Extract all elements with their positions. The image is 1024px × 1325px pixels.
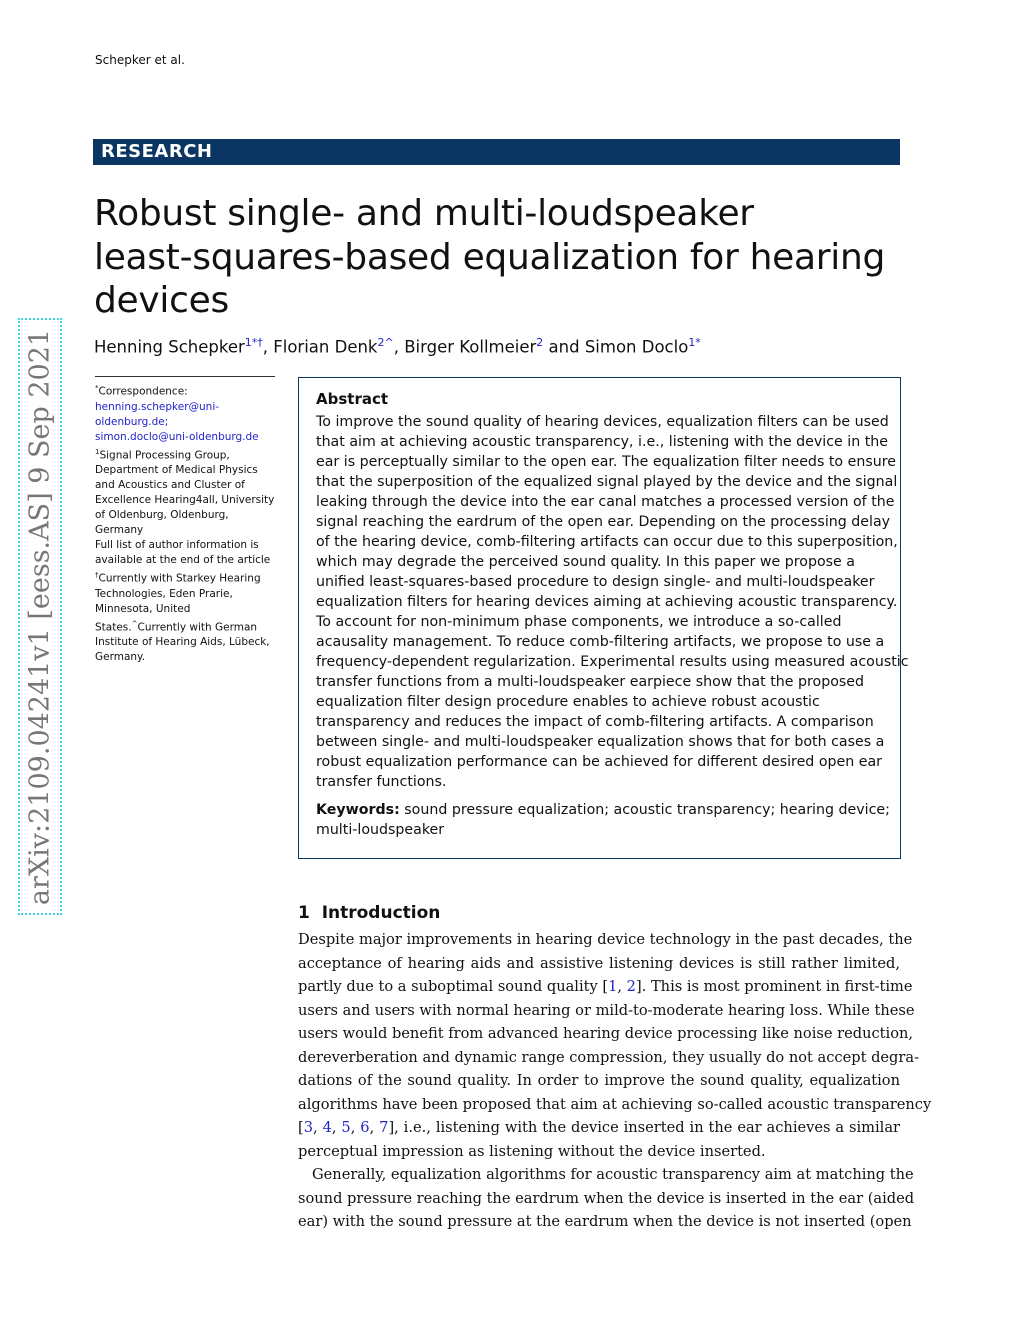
- abstract-line: leaking through the device into the ear canal matches a processed version of the: [316, 494, 895, 510]
- note-text: Currently with German: [137, 621, 258, 633]
- abstract-line: transparency and reduces the impact of comb-filtering artifacts. A comparison: [316, 714, 874, 730]
- body-line: perceptual impression as listening without the device inserted.: [298, 1142, 766, 1160]
- note-text: Germany: [95, 524, 144, 536]
- affiliation-dagger: [95, 568, 275, 617]
- author-separator: and: [543, 337, 585, 357]
- abstract-line: that the superposition of the equalized signal played by the device and the signal: [316, 474, 898, 490]
- footnote-mark: *: [95, 384, 99, 392]
- body-line: ear) with the sound pressure at the eardrum when the device is not inserted (open: [298, 1213, 912, 1230]
- note-line: [95, 508, 275, 523]
- abstract-line: which may degrade the perceived sound quality. In this paper we propose a: [316, 554, 855, 570]
- abstract-line: To account for non-minimum phase components, we introduce a so-called: [316, 614, 842, 630]
- body-line: Despite major improvements in hearing device technology in the past decades, the: [298, 931, 913, 948]
- abstract-heading: Abstract: [316, 390, 389, 408]
- author-affiliation-mark: 2^: [377, 336, 394, 349]
- body-line: users and users with normal hearing or mild-to-moderate hearing loss. While these: [298, 1001, 915, 1019]
- author-separator: ,: [393, 337, 405, 357]
- section-heading: 1 Introduction: [298, 903, 441, 923]
- body-line: sound pressure reaching the eardrum when the device is inserted in the ear (aided: [298, 1189, 915, 1207]
- keywords-text: sound pressure equalization; acoustic transparency; hearing device;: [404, 802, 890, 818]
- abstract-line: acausality management. To reduce comb-filtering artifacts, we propose to use a: [316, 634, 885, 650]
- note-text: Excellence Hearing4all, University: [95, 494, 275, 506]
- author-affiliation-mark: 1*†: [244, 336, 263, 349]
- note-line: [95, 478, 275, 493]
- note-text: of Oldenburg, Oldenburg,: [95, 509, 229, 521]
- note-text: Minnesota, United: [95, 602, 191, 615]
- body-line: users would benefit from advanced hearing device processing like noise reduction,: [298, 1025, 914, 1042]
- body-line: dereverberation and dynamic range compression, they usually do not accept degra-: [298, 1048, 920, 1066]
- footnote-mark: †: [95, 571, 99, 579]
- abstract-line: unified least-squares-based procedure to design single- and multi-loudspeaker: [316, 574, 875, 590]
- abstract-line: ear is perceptually similar to the open ear. The equalization filter needs to ensure: [316, 454, 896, 470]
- citation-link[interactable]: 6: [360, 1119, 370, 1136]
- correspondence-label: Correspondence:: [98, 385, 188, 398]
- body-line: Generally, equalization algorithms for acoustic transparency aim at matching the: [312, 1166, 914, 1183]
- abstract-line: robust equalization performance can be achieved for different desired open ear: [316, 754, 882, 770]
- full-author-info-note: [95, 538, 275, 568]
- author-name: Florian Denk: [273, 337, 378, 357]
- note-line: [95, 523, 275, 538]
- body-line: algorithms have been proposed that aim at achieving so-called acoustic transparency: [298, 1095, 932, 1113]
- citation-link[interactable]: 2: [626, 978, 636, 995]
- arxiv-stamp: [18, 318, 62, 915]
- abstract-line: equalization filters for hearing devices aiming at achieving acoustic transparency.: [316, 594, 898, 610]
- abstract-line: equalization filter design procedure enables to achieve robust acoustic: [316, 694, 820, 710]
- note-line: [95, 602, 275, 617]
- abstract-line: between single- and multi-loudspeaker equalization shows that for both cases a: [316, 734, 885, 750]
- body-line: acceptance of hearing aids and assistive listening devices is still rather limited,: [298, 954, 900, 972]
- abstract-line: To improve the sound quality of hearing devices, equalization filters can be used: [316, 414, 889, 430]
- abstract-line: transfer functions from a multi-loudspeaker earpiece show that the proposed: [316, 674, 865, 690]
- author-separator: ,: [262, 337, 274, 357]
- affiliation-hat: [95, 635, 275, 665]
- email-link[interactable]: simon.doclo@uni-oldenburg.de: [95, 430, 259, 443]
- author-affiliation-mark: 2: [536, 336, 544, 349]
- abstract-text: [316, 412, 909, 792]
- running-head: Schepker et al.: [95, 53, 185, 67]
- author-affiliation-mark: 1*: [688, 336, 701, 349]
- abstract-box: [298, 377, 909, 859]
- note-text: Signal Processing Group,: [99, 449, 230, 461]
- affiliation-sidebar: [95, 376, 275, 665]
- keywords: [316, 800, 890, 820]
- title-line: least-squares-based equalization for hearing: [94, 236, 886, 278]
- citation-link[interactable]: 1: [608, 978, 618, 995]
- note-text: States.: [95, 621, 132, 633]
- author-name: Henning Schepker: [94, 337, 245, 357]
- paper-title: [94, 192, 885, 323]
- citation-link[interactable]: 4: [322, 1119, 332, 1136]
- note-line: [95, 587, 275, 602]
- citation-link[interactable]: 5: [341, 1119, 351, 1136]
- abstract-line: of the hearing device, comb-filtering artifacts can occur due to this superposition,: [316, 534, 898, 550]
- note-text: Department of Medical Physics: [95, 464, 258, 476]
- abstract-line: signal reaching the eardrum of the open ear. Depending on the processing delay: [316, 514, 891, 530]
- author-name: Simon Doclo: [584, 337, 689, 357]
- citation-link[interactable]: 7: [379, 1119, 389, 1136]
- introduction-body: [298, 928, 932, 1234]
- note-line: Full list of author information is: [95, 539, 259, 551]
- keywords-label: Keywords:: [316, 802, 400, 818]
- note-text: Currently with Starkey Hearing: [98, 572, 261, 585]
- email-link[interactable]: henning.schepker@uni-oldenburg.de;: [95, 400, 220, 428]
- footnote-mark: 1: [95, 447, 100, 456]
- affiliation-1: [95, 445, 275, 539]
- research-banner: RESEARCH: [93, 139, 900, 165]
- keywords-text: multi-loudspeaker: [316, 822, 445, 838]
- title-line: Robust single- and multi-loudspeaker: [94, 193, 754, 234]
- title-line: devices: [94, 280, 229, 321]
- abstract-line: that aim at achieving acoustic transparency, i.e., listening with the device in the: [316, 434, 889, 450]
- citation-link[interactable]: 3: [303, 1119, 313, 1136]
- abstract-line: transfer functions.: [316, 774, 447, 790]
- note-line: [95, 445, 275, 464]
- note-line: [95, 493, 275, 508]
- note-text: and Acoustics and Cluster of: [95, 479, 245, 491]
- arxiv-identifier: arXiv:2109.04241v1 [eess.AS] 9 Sep 2021: [24, 328, 56, 905]
- note-line: [95, 463, 275, 478]
- note-line: Germany.: [95, 651, 146, 663]
- abstract-line: frequency-dependent regularization. Experimental results using measured acoustic: [316, 654, 909, 670]
- footnote-mark: ^: [131, 619, 138, 628]
- body-line: [3, 4, 5, 6, 7], i.e., listening with the device inserted in the ear achieves a similar: [298, 1119, 901, 1136]
- author-name: Birger Kollmeier: [404, 337, 537, 357]
- body-line: partly due to a suboptimal sound quality [1, 2]. This is most prominent in first-time: [298, 978, 913, 995]
- note-line: Institute of Hearing Aids, Lübeck,: [95, 636, 270, 648]
- note-line: available at the end of the article: [95, 554, 271, 566]
- author-list: [94, 336, 701, 357]
- body-line: dations of the sound quality. In order to improve the sound quality, equalization: [298, 1072, 900, 1089]
- note-text: Technologies, Eden Prarie,: [95, 587, 233, 600]
- note-line: [95, 568, 275, 587]
